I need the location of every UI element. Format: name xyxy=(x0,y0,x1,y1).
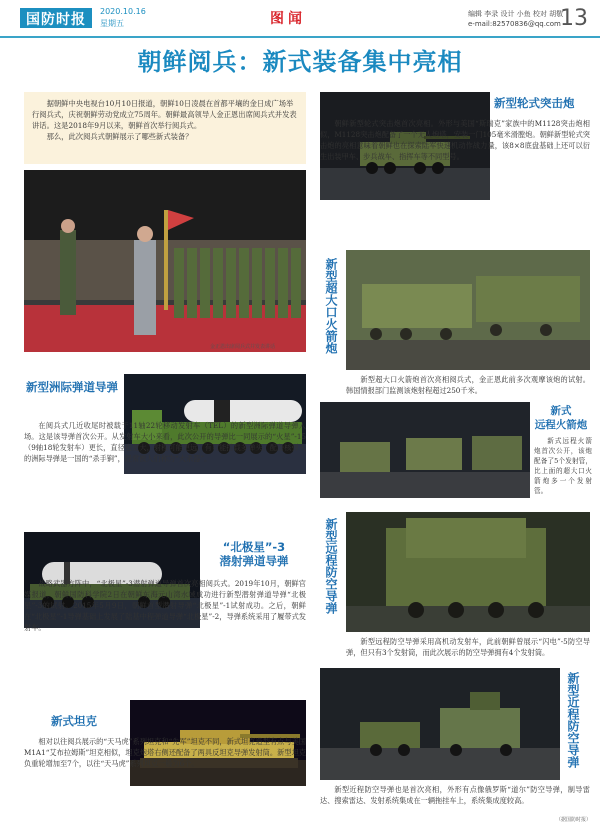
mlrs-long-headline-1: 新式 xyxy=(550,405,572,417)
page-number: 13 xyxy=(560,6,588,31)
credit-line: 编辑 李录 设计 小鱼 校对 胡敬 xyxy=(468,10,564,18)
mlrs-long-text: 新式远程火箭炮首次公开，该炮配备了5个发射管，比上面的超大口火箭炮多一个发射管。 xyxy=(534,437,592,495)
page-header xyxy=(0,0,600,38)
mlrs-large-headline: 新型超大口火箭炮 xyxy=(324,258,338,354)
mlrs-long-headline xyxy=(532,404,590,432)
issue-date-block xyxy=(100,6,146,30)
intro-question: 那么，此次阅兵式朝鲜展示了哪些新式装备？ xyxy=(46,132,193,141)
photo-mlrs-long xyxy=(320,402,530,498)
slbm-headline-2: 潜射弹道导弹 xyxy=(219,554,289,568)
mlrs-large-text: 新型超大口火箭炮首次亮相阅兵式，金正恩此前多次观摩该炮的试射。韩国情报部门监测该炮射程超过250千米。 xyxy=(346,375,590,395)
wheeled-gun-headline: 新型轮式突击炮 xyxy=(494,96,575,110)
photo-mlrs-large xyxy=(346,250,590,370)
sam-long-text: 新型远程防空导弹采用高机动发射车，此前朝鲜曾展示“闪电”-5防空导弹，但只有3个发射筒，而此次展示的防空导弹拥有4个发射筒。 xyxy=(346,637,590,657)
photo-sam-long xyxy=(346,512,590,632)
intro-box xyxy=(24,92,306,164)
masthead: 国防时报 xyxy=(20,8,92,28)
intro-paragraph: 据朝鲜中央电视台10月10日报道，朝鲜10日凌晨在首都平壤的金日成广场举行阅兵式，庆祝朝鲜劳动党成立75周年。朝鲜最高领导人金正恩出席阅兵式并发表讲话。这是2018年9月以来，朝鲜首次举行阅兵式。 xyxy=(32,99,297,130)
source-credit: （据国防时报） xyxy=(556,817,592,823)
photo-kim-parade xyxy=(24,170,306,352)
icbm-text: 在阅兵式几近收尾时被载于11轴22轮移动发射车（TEL）的新型洲际弹道导弹入场。这是该导弹首次公开。从发射车大小来看，此次公开的导弹比一同展示的“火星”-15（9轴18轮发射车）更长，直径也更大，射程可能更远，有可能搭载多弹头。配备核弹头的洲际导弹是一国的“杀手锏”，经常被人们称为“大杀器”。 xyxy=(24,421,306,463)
mlrs-long-headline-2: 远程火箭炮 xyxy=(534,419,588,431)
sam-short-headline: 新型近程防空导弹 xyxy=(566,672,580,768)
issue-weekday: 星期五 xyxy=(100,19,124,28)
contact-email: e-mail:82570836@qq.com xyxy=(468,20,561,28)
wheeled-gun-body: 朝鲜新型轮式突击炮首次亮相。外形与美国“斯瑞克”家族中的M1128突击炮相似，M1128突击炮配备了一个无人炮塔，安装一门105毫米滑膛炮。朝鲜新型轮式突击炮的亮相意味着朝鲜也在探索陆军快速机动作战力量，该8×8底盘基础上还可以衍生出装甲车、步兵战车、指挥车等不同型号。 xyxy=(320,119,590,161)
wheeled-gun-text xyxy=(320,118,590,246)
photo-sam-short xyxy=(320,668,560,780)
sam-long-headline: 新型远程防空导弹 xyxy=(324,518,338,614)
sam-short-text: 新型近程防空导弹也是首次亮相，外形有点像俄罗斯“道尔”防空导弹，制导雷达、搜索雷达、发射系统集成在一辆拖挂车上，系统集成度较高。 xyxy=(320,785,590,805)
tank-text: 相对以往阅兵展示的“天马虎”系列坦克和“先军”坦克不同，新式坦克造型有点与美国M1A1“艾布拉姆斯”坦克相似，坦克炮塔右侧还配备了两具反坦克导弹发射筒。新型坦克负重轮增加至7个，以往“天马虎”系列坦克一般为6个。 xyxy=(24,737,306,768)
page-title: 朝鲜阅兵：新式装备集中亮相 xyxy=(137,48,463,76)
slbm-headline-1: “北极星”-3 xyxy=(222,540,286,554)
issue-date: 2020.10.16 xyxy=(100,7,146,16)
section-title: 图闻 xyxy=(270,11,306,27)
slbm-text: 战略武器方阵中，“北极星”-3潜射弹道导弹首次亮相阅兵式。2019年10月，朝鲜官媒报道，朝鲜国防科学院2日在朝鲜东海元山湾水域成功进行新型潜射弹道导弹“北极星”-3的试射。2015年5月9日，朝鲜首型潜射导弹“北极星”-1试射成功。之后，朝鲜在“北极星”-1导弹基础上发展了陆基中程弹道导弹“北极星”-2，导弹系统采用了履带式发射车。 xyxy=(24,579,306,632)
slbm-headline xyxy=(202,540,306,568)
tank-headline: 新式坦克 xyxy=(51,714,97,728)
icbm-headline: 新型洲际弹道导弹 xyxy=(26,380,118,394)
main-photo-caption: 金正恩出席阅兵式并发表讲话 xyxy=(210,344,276,350)
